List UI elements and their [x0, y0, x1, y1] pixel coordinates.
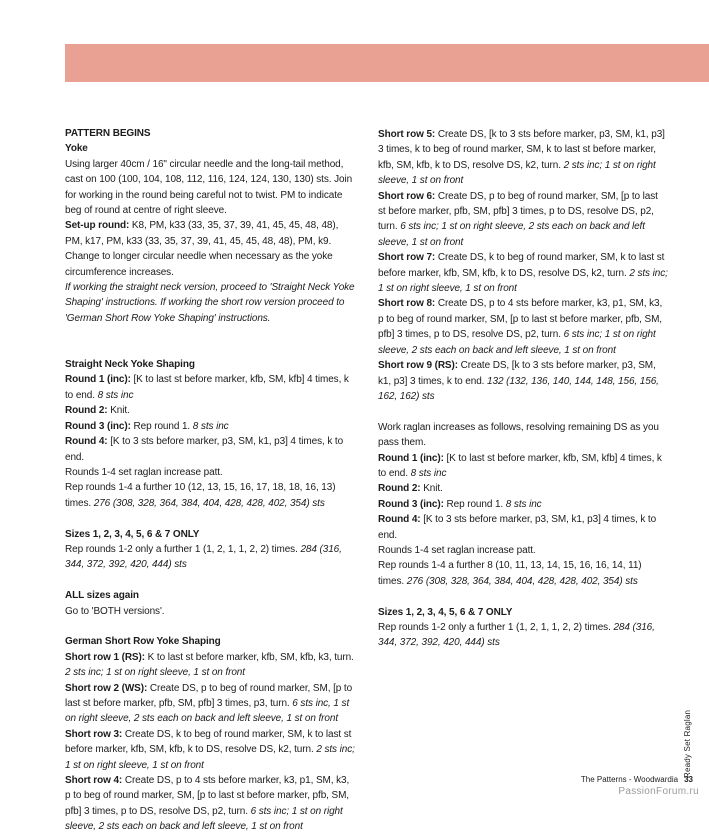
rounds-set: Rounds 1-4 set raglan increase patt. — [378, 544, 536, 556]
short-row-9: Short row 9 (RS): Create DS, [k to 3 sts before marker, p3, SM, k1, p3] 3 times, k to end. 132 (132, 136, 140, 144, 148, 156, 156, 162, 162) sts — [378, 360, 659, 402]
side-running-title — [682, 708, 696, 778]
page-footer — [581, 775, 693, 784]
left-column — [65, 126, 355, 835]
straight-neck-heading: Straight Neck Yoke Shaping — [65, 359, 195, 371]
yoke-heading: Yoke — [65, 143, 88, 155]
sn-round-4: Round 4: [K to 3 sts before marker, p3, SM, k1, p3] 4 times, k to end. — [65, 436, 344, 463]
short-row-3: Short row 3: Create DS, k to beg of round marker, SM, k to last st before marker, kfb, SM, kfb, k to DS, resolve DS, k2, turn. 2 sts inc; 1 st on right sleeve, 1 st on front — [65, 728, 355, 771]
round-1: Round 1 (inc): [K to last st before marker, kfb, SM, kfb] 4 times, k to end. 8 sts inc — [378, 452, 662, 479]
change-needle-paragraph: Change to longer circular needle when necessary as the yoke circumference increases. — [65, 251, 333, 278]
sn-round-3: Round 3 (inc): Rep round 1. 8 sts inc — [65, 420, 229, 432]
header-color-band — [65, 44, 709, 82]
all-sizes-text: Go to 'BOTH versions'. — [65, 605, 165, 617]
short-row-6: Short row 6: Create DS, p to beg of round marker, SM, [p to last st before marker, pfb, SM, pfb] 3 times, p to DS, resolve DS, p2, turn. 6 sts inc; 1 st on right sleeve, 2 sts each on back and left sleeve, 1 st on front — [378, 190, 658, 248]
footer-section: The Patterns - Woodwardia — [580, 775, 679, 784]
sn-repeat: Rep rounds 1-4 a further 10 (12, 13, 15, 16, 17, 18, 18, 16, 13) times. 276 (308, 328, 364, 384, 404, 428, 428, 402, 354) sts — [65, 482, 336, 509]
sn-rounds-set: Rounds 1-4 set raglan increase patt. — [65, 466, 223, 478]
sn-round-1: Round 1 (inc): [K to last st before marker, kfb, SM, kfb] 4 times, k to end. 8 sts inc — [65, 374, 349, 401]
page-number: 33 — [684, 775, 693, 784]
short-row-8: Short row 8: Create DS, p to 4 sts before marker, k3, p1, SM, k3, p to beg of round marker, SM, [p to last st before marker, pfb, SM, pfb] 3 times, p to DS, resolve DS, p2, turn. 6 sts inc; 1 st on right sleeve, 2 sts each on back and left sleeve, 1 st on front — [378, 298, 663, 356]
round-3: Round 3 (inc): Rep round 1. 8 sts inc — [378, 498, 542, 510]
sizes-text-left: Rep rounds 1-2 only a further 1 (1, 2, 1, 1, 2, 2) times. 284 (316, 344, 372, 392, 420, 444) sts — [65, 543, 342, 571]
german-short-row-heading: German Short Row Yoke Shaping — [65, 636, 221, 648]
side-label: Ready Set Raglan — [683, 709, 692, 778]
sn-round-2: Round 2: Knit. — [65, 405, 130, 417]
round-4: Round 4: [K to 3 sts before marker, p3, SM, k1, p3] 4 times, k to end. — [378, 514, 657, 541]
short-row-4: Short row 4: Create DS, p to 4 sts before marker, k3, p1, SM, k3, p to beg of round marker, SM, [p to last st before marker, pfb, SM, pfb] 3 times, p to DS, resolve DS, p2, turn. 6 sts inc; 1 st on right sleeve, 2 sts each on back and left sleeve, 1 st on front — [65, 774, 350, 833]
version-instructions: If working the straight neck version, proceed to 'Straight Neck Yoke Shaping' instructions. If working the short row version proceed to 'German Short Row Yoke Shaping' instructions. — [65, 282, 355, 324]
rounds-repeat: Rep rounds 1-4 a further 8 (10, 11, 13, 14, 15, 16, 16, 14, 11) times. 276 (308, 328, 364, 384, 404, 428, 428, 402, 354) sts — [378, 560, 642, 587]
right-column — [378, 127, 668, 651]
sizes-heading-right: Sizes 1, 2, 3, 4, 5, 6 & 7 ONLY — [378, 606, 513, 618]
setup-round-paragraph: Set-up round: K8, PM, k33 (33, 35, 37, 39, 41, 45, 45, 48, 48), PM, k17, PM, k33 (33, 35, 37, 39, 41, 45, 45, 48, 48), PM, k9. — [65, 220, 339, 247]
sizes-heading-left: Sizes 1, 2, 3, 4, 5, 6 & 7 ONLY — [65, 528, 200, 540]
short-row-5: Short row 5: Create DS, [k to 3 sts before marker, p3, SM, k1, p3] 3 times, k to beg of round marker, SM, k to last st before marker, kfb, SM, kfb, k to DS, resolve DS, k2, turn. 2 sts inc; 1 st on right sleeve, 1 st on front — [378, 129, 665, 187]
short-row-2: Short row 2 (WS): Create DS, p to beg of round marker, SM, [p to last st before marker, pfb, SM, pfb] 3 times, p3, turn. 6 sts inc, 1 st on right sleeve, 2 sts each on back and left sleeve, 1 st on front — [65, 682, 353, 725]
short-row-1: Short row 1 (RS): K to last st before marker, kfb, SM, kfb, k3, turn. 2 sts inc; 1 st on right sleeve, 1 st on front — [65, 651, 354, 679]
work-raglan-paragraph: Work raglan increases as follows, resolving remaining DS as you pass them. — [378, 421, 659, 449]
pattern-begins-heading: PATTERN BEGINS — [65, 128, 151, 139]
round-2: Round 2: Knit. — [378, 483, 443, 495]
cast-on-paragraph: Using larger 40cm / 16" circular needle and the long-tail method, cast on 100 (100, 104, 108, 112, 116, 124, 124, 130, 130) sts. Join for working in the round being careful not to twist. PM to indicate beg of round at centre of right sleeve. — [65, 158, 353, 217]
all-sizes-heading: ALL sizes again — [65, 590, 139, 602]
short-row-7: Short row 7: Create DS, k to beg of round marker, SM, k to last st before marker, kfb, SM, kfb, k to DS, resolve DS, k2, turn. 2 sts inc; 1 st on right sleeve, 1 st on front — [378, 252, 668, 295]
watermark: PassionForum.ru — [618, 786, 699, 797]
sizes-text-right: Rep rounds 1-2 only a further 1 (1, 2, 1, 1, 2, 2) times. 284 (316, 344, 372, 392, 420, 444) sts — [378, 621, 655, 649]
